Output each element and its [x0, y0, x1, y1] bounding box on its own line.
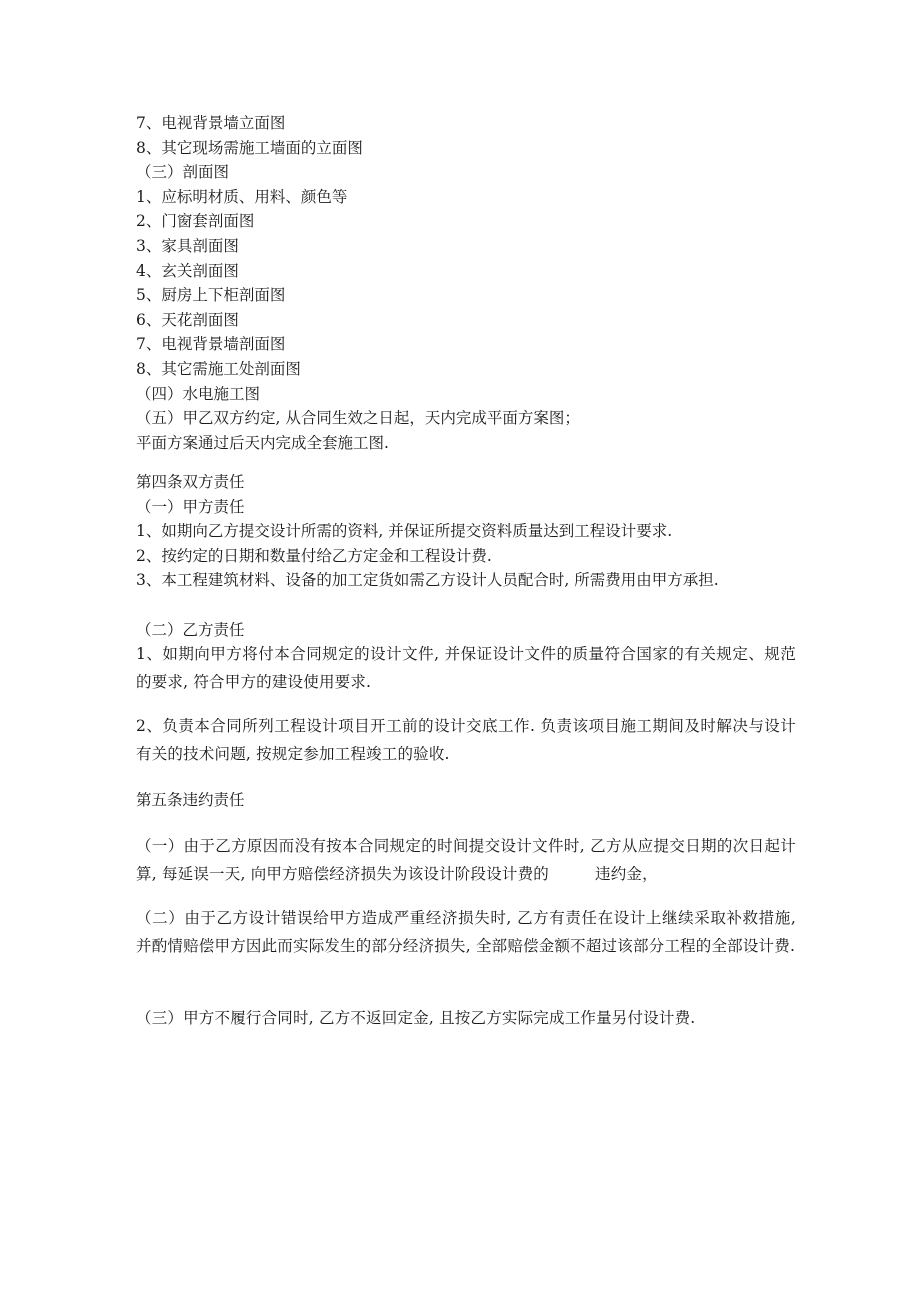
article-5-title-wrap	[136, 788, 796, 813]
list-item: 7、电视背景墙剖面图	[136, 335, 286, 354]
party-b-item-2: 2、负责本合同所列工程设计项目开工前的设计交底工作. 负责该项目施工期间及时解决与设计有关的技术问题, 按规定参加工程竣工的验收.	[136, 717, 796, 763]
list-item: 1、应标明材质、用料、颜色等	[136, 187, 348, 206]
list-item: 5、厨房上下柜剖面图	[136, 286, 286, 305]
penalty-clause-1	[136, 832, 796, 888]
penalty-clause-3: （三）甲方不履行合同时, 乙方不返回定金, 且按乙方实际完成工作量另付设计费.	[136, 1009, 696, 1027]
list-item: 2、门窗套剖面图	[136, 212, 255, 231]
party-b-item-1: 1、如期向甲方将付本合同规定的设计文件, 并保证设计文件的质量符合国家的有关规定、规范的要求, 符合甲方的建设使用要求.	[136, 645, 796, 691]
list-item: 6、天花剖面图	[136, 310, 239, 329]
section-heading: （五）甲乙双方约定, 从合同生效之日起，天内完成平面方案图；	[136, 409, 580, 428]
drawing-list	[136, 111, 796, 455]
party-b-heading	[136, 618, 796, 643]
section-heading: （四）水电施工图	[136, 384, 261, 403]
penalty-clause-2: （二）由于乙方设计错误给甲方造成严重经济损失时, 乙方有责任在设计上继续采取补救措施, 并酌情赔偿甲方因此而实际发生的部分经济损失, 全部赔偿金额不超过该部分工程的全部设计费.	[136, 909, 796, 955]
section-heading: （三）剖面图	[136, 163, 230, 182]
section-heading: （一）甲方责任	[136, 497, 245, 516]
list-item: 1、如期向乙方提交设计所需的资料, 并保证所提交资料质量达到工程设计要求.	[136, 522, 673, 541]
list-item: 2、按约定的日期和数量付给乙方定金和工程设计费.	[136, 546, 492, 565]
list-item: 8、其它需施工处剖面图	[136, 359, 301, 378]
list-item: 8、其它现场需施工墙面的立面图	[136, 138, 363, 157]
list-item: 3、家具剖面图	[136, 236, 239, 255]
list-item: 4、玄关剖面图	[136, 261, 239, 280]
clause-1-text: （一）由于乙方原因而没有按本合同规定的时间提交设计文件时, 乙方从应提交日期的次日起计算, 每延误一天, 向甲方赔偿经济损失为该设计阶段设计费的	[136, 837, 796, 883]
list-item: 平面方案通过后天内完成全套施工图.	[136, 433, 389, 452]
section-heading: （二）乙方责任	[136, 621, 245, 639]
article-4	[136, 470, 796, 593]
article-title: 第四条双方责任	[136, 473, 245, 491]
article-title: 第五条违约责任	[136, 791, 245, 809]
clause-1-tail: 违约金，	[595, 865, 658, 883]
list-item: 7、电视背景墙立面图	[136, 114, 286, 132]
list-item: 3、本工程建筑材料、设备的加工定货如需乙方设计人员配合时, 所需费用由甲方承担.	[136, 571, 719, 590]
